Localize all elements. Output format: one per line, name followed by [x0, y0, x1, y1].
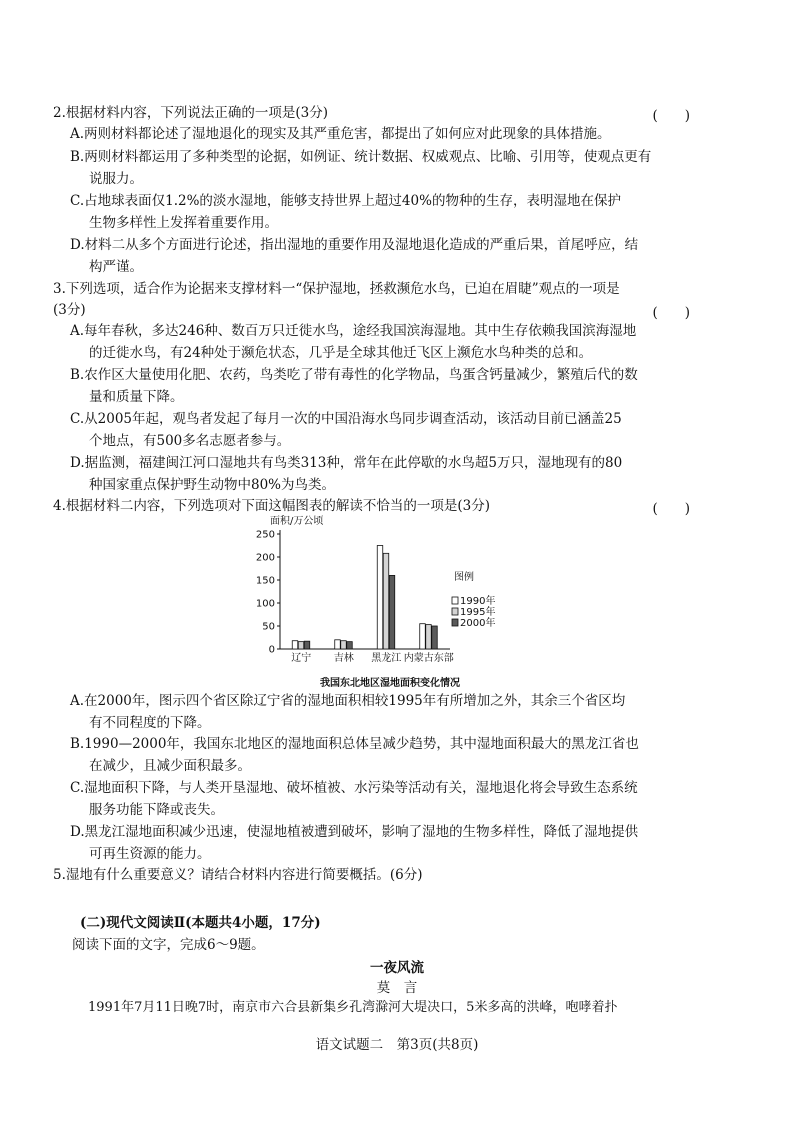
question-2-answer-blank[interactable]: ( )	[652, 108, 690, 124]
q2-option-a: A.两则材料都论述了湿地退化的现实及其严重危害，都提出了如何应对此现象的具体措施。	[70, 126, 611, 142]
x-tick-label: 内蒙古东部	[403, 653, 454, 664]
q2-option-c: C.占地球表面仅1.2%的淡水湿地，能够支持世界上超过40%的物种的生存，表明湿地在保护	[70, 193, 621, 209]
bar-内蒙古东部-1995年	[426, 625, 432, 649]
q3-option-b: B.农作区大量使用化肥、农药，鸟类吃了带有毒性的化学物品，鸟蛋含钙量减少，繁殖后代的数	[70, 367, 638, 383]
wetland-area-bar-chart	[240, 512, 540, 692]
q3-option-b-cont: 量和质量下降。	[89, 389, 184, 405]
x-tick-label: 黑龙江	[371, 653, 402, 664]
bar-吉林-1995年	[341, 641, 347, 649]
chart-title: 我国东北地区湿地面积变化情况	[320, 678, 460, 689]
legend-label: 1990年	[460, 596, 496, 607]
question-2-text: 2.根据材料内容，下列说法正确的一项是(3分)	[53, 105, 329, 121]
chart-legend	[452, 570, 495, 629]
bar-辽宁-2000年	[304, 641, 310, 649]
section-heading: (二)现代文阅读Ⅱ(本题共4小题，17分)	[80, 915, 321, 931]
x-tick-label: 吉林	[333, 653, 354, 664]
q2-option-c-cont: 生物多样性上发挥着重要作用。	[89, 215, 278, 231]
question-4-stem: 4.根据材料二内容，下列选项对下面这幅图表的解读不恰当的一项是(3分)	[53, 498, 491, 514]
q4-option-c: C.湿地面积下降，与人类开垦湿地、破坏植被、水污染等活动有关，湿地退化将会导致生态系统	[70, 780, 638, 796]
question-2-stem	[53, 104, 693, 123]
bar-黑龙江-1990年	[377, 546, 383, 650]
question-4-answer-blank[interactable]: ( )	[652, 501, 690, 517]
y-tick-label: 50	[262, 621, 275, 633]
q4-option-b-cont: 在减少，且减少面积最多。	[89, 758, 251, 774]
q3-option-a-cont: 的迁徙水鸟，有24种处于濒危状态，几乎是全球其他迁飞区上濒危水鸟种类的总和。	[89, 345, 593, 361]
q3-option-a: A.每年春秋，多达246种、数百万只迁徙水鸟，途经我国滨海湿地。其中生存依赖我国滨海湿地	[70, 323, 637, 339]
y-tick-label: 150	[255, 575, 275, 587]
q3-option-c: C.从2005年起，观鸟者发起了每月一次的中国沿海水鸟同步调查活动，该活动目前已涵盖25	[70, 411, 622, 427]
q2-option-d-cont: 构严谨。	[89, 259, 143, 275]
q2-option-d: D.材料二从多个方面进行论述，指出湿地的重要作用及湿地退化造成的严重后果，首尾呼应，结	[70, 237, 639, 253]
legend-swatch	[452, 619, 458, 626]
story-author: 莫 言	[376, 980, 418, 996]
y-tick-label: 200	[255, 552, 275, 564]
chart-bars	[291, 546, 454, 665]
legend-swatch	[452, 597, 458, 604]
q4-option-c-cont: 服务功能下降或丧失。	[89, 802, 224, 818]
bar-内蒙古东部-2000年	[432, 626, 438, 649]
page-footer: 语文试题二 第3页(共8页)	[315, 1037, 479, 1053]
y-tick-label: 250	[255, 529, 275, 541]
q4-option-b: B.1990—2000年，我国东北地区的湿地面积总体呈减少趋势，其中湿地面积最大的黑龙江省也	[70, 736, 639, 752]
q4-option-a: A.在2000年，图示四个省区除辽宁省的湿地面积相较1995年有所增加之外，其余三个省区均	[70, 693, 626, 709]
q3-option-d: D.据监测，福建闽江河口湿地共有鸟类313种，常年在此停歇的水鸟超5万只，湿地现有的80	[70, 455, 623, 471]
question-3-stem-points: (3分)	[53, 302, 86, 318]
bar-吉林-2000年	[347, 642, 353, 649]
story-title: 一夜风流	[370, 960, 424, 976]
legend-label: 2000年	[460, 618, 496, 629]
y-tick-label: 100	[255, 598, 275, 610]
q3-option-d-cont: 种国家重点保护野生动物中80%为鸟类。	[89, 477, 336, 493]
q3-option-c-cont: 个地点，有500多名志愿者参与。	[89, 433, 291, 449]
q4-option-d-cont: 可再生资源的能力。	[89, 846, 211, 862]
story-first-line: 1991年7月11日晚7时，南京市六合县新集乡孔湾滁河大堤决口，5米多高的洪峰，咆哮着扑	[88, 1000, 618, 1015]
chart-ylabel: 面积/万公顷	[270, 516, 324, 527]
bar-吉林-1990年	[335, 640, 341, 649]
question-3-answer-blank[interactable]: ( )	[652, 305, 690, 321]
bar-内蒙古东部-1990年	[420, 624, 426, 649]
q2-option-b-cont: 说服力。	[89, 171, 143, 187]
legend-swatch	[452, 608, 458, 615]
question-3-stem: 3.下列选项，适合作为论据来支撑材料一“保护湿地，拯救濒危水鸟，已迫在眉睫”观点的一项是	[53, 281, 620, 297]
legend-title: 图例	[454, 572, 474, 583]
bar-辽宁-1990年	[292, 641, 298, 649]
x-tick-label: 辽宁	[291, 653, 312, 664]
q4-option-a-cont: 有不同程度的下降。	[89, 715, 211, 731]
q4-option-d: D.黑龙江湿地面积减少迅速，使湿地植被遭到破坏，影响了湿地的生物多样性，降低了湿地提供	[70, 824, 639, 840]
bar-黑龙江-1995年	[383, 553, 389, 649]
y-tick-label: 0	[268, 644, 275, 656]
bar-辽宁-1995年	[298, 642, 304, 649]
q2-option-b: B.两则材料都运用了多种类型的论据，如例证、统计数据、权威观点、比喻、引用等，使观点更有	[70, 149, 652, 165]
question-5-stem: 5.湿地有什么重要意义？请结合材料内容进行简要概括。(6分)	[53, 867, 423, 883]
bar-黑龙江-2000年	[389, 575, 395, 649]
section-instruction: 阅读下面的文字，完成6～9题。	[72, 937, 265, 953]
legend-label: 1995年	[460, 607, 496, 618]
